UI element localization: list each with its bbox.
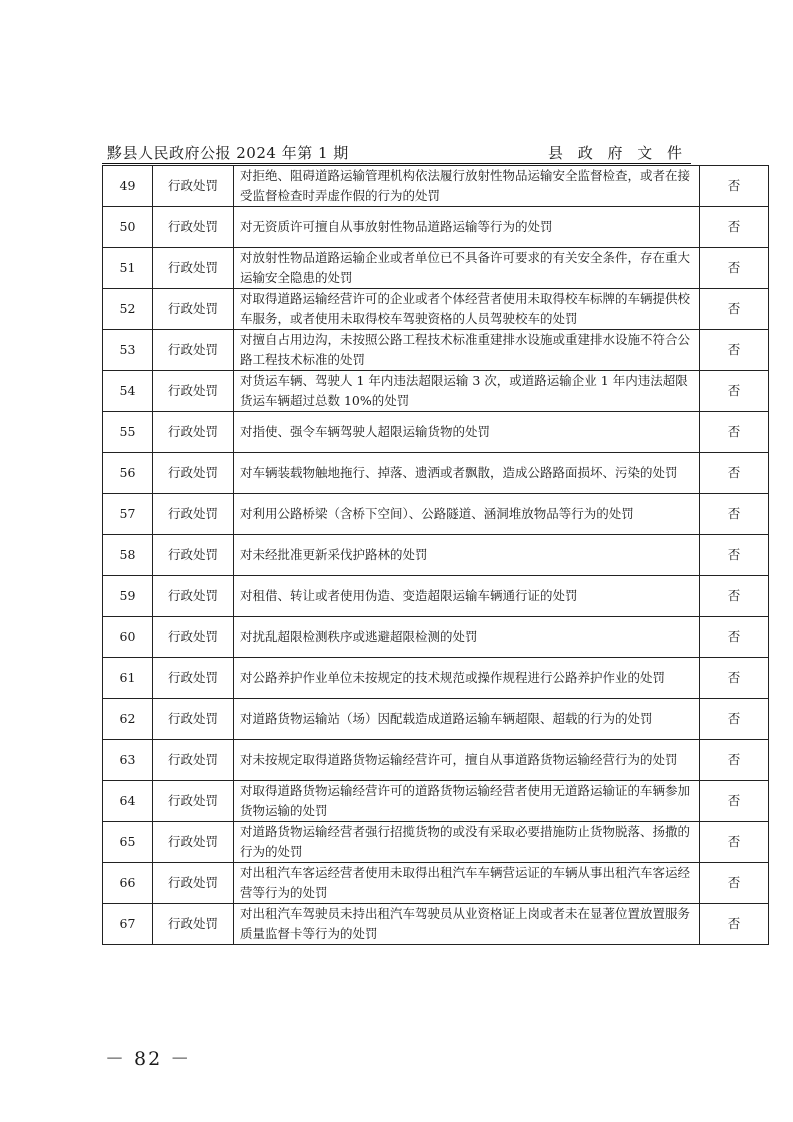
row-flag: 否 [700, 535, 769, 576]
row-content: 对租借、转让或者使用伪造、变造超限运输车辆通行证的处罚 [234, 576, 700, 617]
publication-title: 黟县人民政府公报 2024 年第 1 期 [107, 144, 349, 162]
table-row [103, 412, 769, 453]
table-row [103, 330, 769, 371]
row-content: 对擅自占用边沟，未按照公路工程技术标准重建排水设施或重建排水设施不符合公路工程技术标准的处罚 [234, 330, 700, 371]
row-number: 65 [103, 822, 153, 863]
row-number: 67 [103, 904, 153, 945]
row-flag: 否 [700, 658, 769, 699]
row-number: 56 [103, 453, 153, 494]
row-type: 行政处罚 [153, 535, 234, 576]
row-content: 对道路货物运输站（场）因配载造成道路运输车辆超限、超载的行为的处罚 [234, 699, 700, 740]
row-number: 50 [103, 207, 153, 248]
row-type: 行政处罚 [153, 699, 234, 740]
table-row [103, 248, 769, 289]
row-number: 63 [103, 740, 153, 781]
row-flag: 否 [700, 494, 769, 535]
row-flag: 否 [700, 781, 769, 822]
row-type: 行政处罚 [153, 822, 234, 863]
table-row [103, 658, 769, 699]
row-flag: 否 [700, 371, 769, 412]
row-type: 行政处罚 [153, 248, 234, 289]
row-number: 59 [103, 576, 153, 617]
table-row [103, 207, 769, 248]
row-content: 对车辆装载物触地拖行、掉落、遗洒或者飘散，造成公路路面损坏、污染的处罚 [234, 453, 700, 494]
row-type: 行政处罚 [153, 289, 234, 330]
row-flag: 否 [700, 207, 769, 248]
header-rule [102, 163, 691, 164]
row-number: 60 [103, 617, 153, 658]
table-row [103, 453, 769, 494]
row-content: 对道路货物运输经营者强行招揽货物的或没有采取必要措施防止货物脱落、扬撒的行为的处罚 [234, 822, 700, 863]
row-flag: 否 [700, 904, 769, 945]
row-number: 66 [103, 863, 153, 904]
row-flag: 否 [700, 166, 769, 207]
table-row [103, 494, 769, 535]
running-header [107, 140, 687, 164]
table-row [103, 617, 769, 658]
row-content: 对取得道路货物运输经营许可的道路货物运输经营者使用无道路运输证的车辆参加货物运输的处罚 [234, 781, 700, 822]
row-number: 54 [103, 371, 153, 412]
table-row [103, 371, 769, 412]
table-row [103, 740, 769, 781]
row-content: 对无资质许可擅自从事放射性物品道路运输等行为的处罚 [234, 207, 700, 248]
row-type: 行政处罚 [153, 863, 234, 904]
row-flag: 否 [700, 453, 769, 494]
row-content: 对出租汽车客运经营者使用未取得出租汽车车辆营运证的车辆从事出租汽车客运经营等行为的处罚 [234, 863, 700, 904]
row-type: 行政处罚 [153, 412, 234, 453]
row-number: 51 [103, 248, 153, 289]
table-row [103, 904, 769, 945]
row-flag: 否 [700, 863, 769, 904]
row-flag: 否 [700, 289, 769, 330]
row-type: 行政处罚 [153, 166, 234, 207]
table-row [103, 576, 769, 617]
table-row [103, 863, 769, 904]
row-type: 行政处罚 [153, 617, 234, 658]
row-type: 行政处罚 [153, 494, 234, 535]
table-row [103, 289, 769, 330]
row-type: 行政处罚 [153, 781, 234, 822]
row-type: 行政处罚 [153, 207, 234, 248]
row-flag: 否 [700, 576, 769, 617]
table-row [103, 699, 769, 740]
row-number: 64 [103, 781, 153, 822]
table-body [103, 166, 769, 945]
row-flag: 否 [700, 740, 769, 781]
row-number: 53 [103, 330, 153, 371]
row-number: 62 [103, 699, 153, 740]
row-flag: 否 [700, 330, 769, 371]
row-content: 对利用公路桥梁（含桥下空间）、公路隧道、涵洞堆放物品等行为的处罚 [234, 494, 700, 535]
row-flag: 否 [700, 412, 769, 453]
row-content: 对未经批准更新采伐护路林的处罚 [234, 535, 700, 576]
row-content: 对出租汽车驾驶员未持出租汽车驾驶员从业资格证上岗或者未在显著位置放置服务质量监督卡等行为的处罚 [234, 904, 700, 945]
row-number: 55 [103, 412, 153, 453]
row-content: 对取得道路运输经营许可的企业或者个体经营者使用未取得校车标牌的车辆提供校车服务，或者使用未取得校车驾驶资格的人员驾驶校车的处罚 [234, 289, 700, 330]
row-type: 行政处罚 [153, 453, 234, 494]
row-flag: 否 [700, 822, 769, 863]
penalty-table [102, 165, 769, 945]
row-content: 对拒绝、阻碍道路运输管理机构依法履行放射性物品运输安全监督检查，或者在接受监督检查时弄虚作假的行为的处罚 [234, 166, 700, 207]
row-type: 行政处罚 [153, 658, 234, 699]
row-type: 行政处罚 [153, 330, 234, 371]
section-title: 县 政 府 文 件 [547, 144, 687, 162]
row-flag: 否 [700, 699, 769, 740]
row-number: 52 [103, 289, 153, 330]
row-content: 对指使、强令车辆驾驶人超限运输货物的处罚 [234, 412, 700, 453]
row-content: 对公路养护作业单位未按规定的技术规范或操作规程进行公路养护作业的处罚 [234, 658, 700, 699]
row-content: 对扰乱超限检测秩序或逃避超限检测的处罚 [234, 617, 700, 658]
row-content: 对货运车辆、驾驶人 1 年内违法超限运输 3 次，或道路运输企业 1 年内违法超限货运车辆超过总数 10%的处罚 [234, 371, 700, 412]
row-flag: 否 [700, 617, 769, 658]
row-type: 行政处罚 [153, 740, 234, 781]
table-row [103, 535, 769, 576]
page-number: － 82 － [105, 1048, 192, 1070]
row-type: 行政处罚 [153, 576, 234, 617]
row-number: 49 [103, 166, 153, 207]
row-flag: 否 [700, 248, 769, 289]
row-type: 行政处罚 [153, 904, 234, 945]
table-row [103, 781, 769, 822]
row-content: 对未按规定取得道路货物运输经营许可，擅自从事道路货物运输经营行为的处罚 [234, 740, 700, 781]
row-content: 对放射性物品道路运输企业或者单位已不具备许可要求的有关安全条件，存在重大运输安全隐患的处罚 [234, 248, 700, 289]
row-type: 行政处罚 [153, 371, 234, 412]
table-row [103, 822, 769, 863]
row-number: 58 [103, 535, 153, 576]
row-number: 57 [103, 494, 153, 535]
table-row [103, 166, 769, 207]
row-number: 61 [103, 658, 153, 699]
